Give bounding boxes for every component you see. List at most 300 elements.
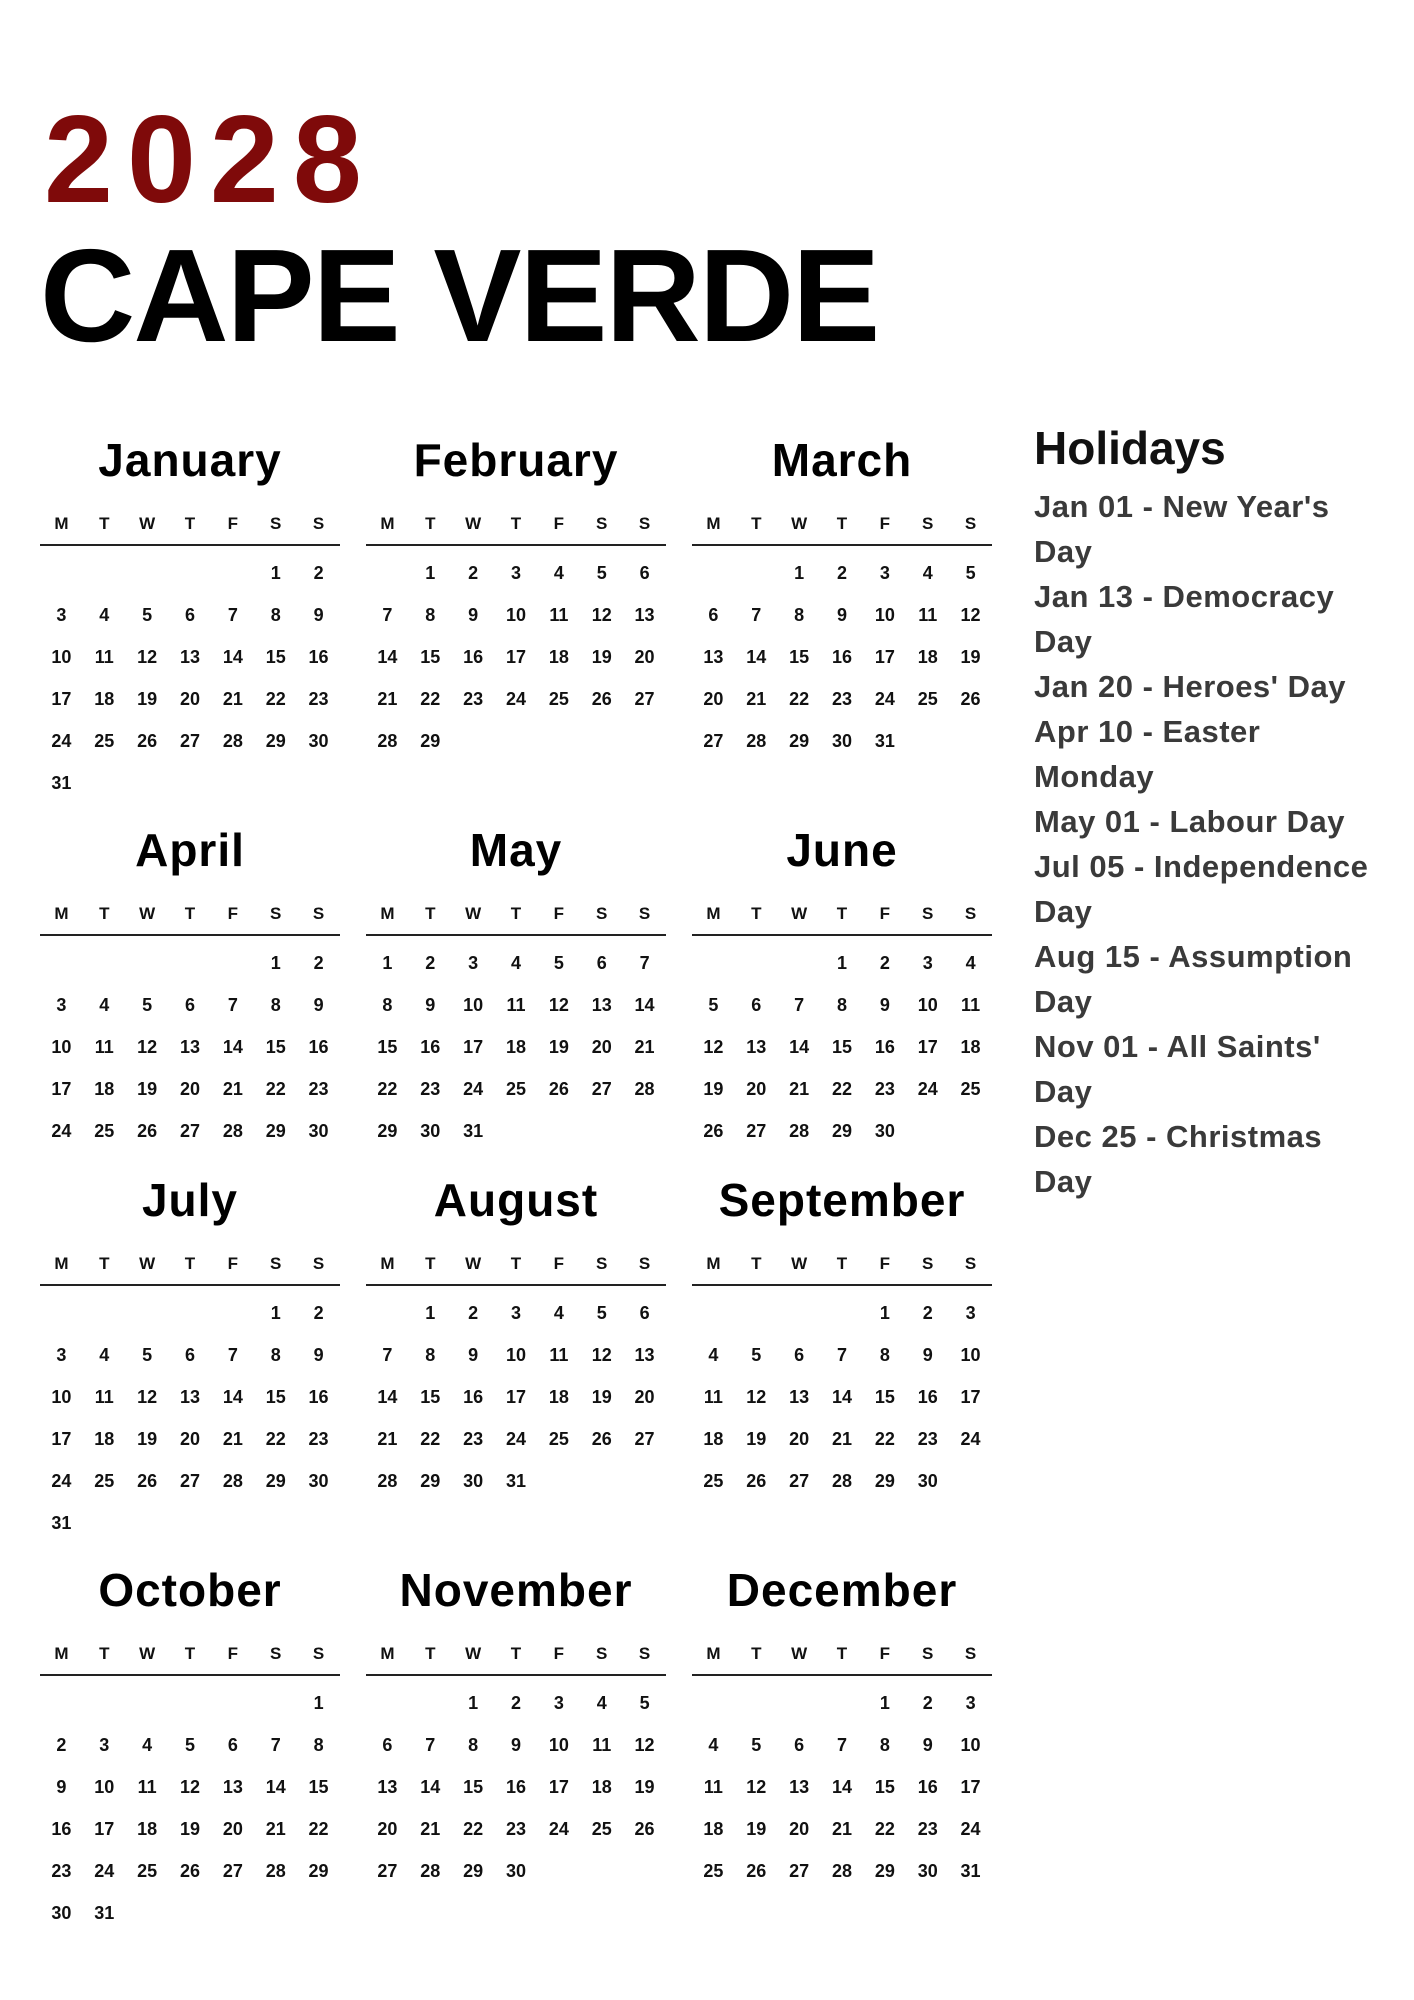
day-cell: 21 — [789, 1079, 810, 1099]
day-cell: 30 — [874, 1121, 895, 1141]
days-grid — [40, 1682, 340, 1934]
day-cell: 27 — [179, 1121, 200, 1141]
day-cell: 15 — [831, 1037, 852, 1057]
month-may — [366, 820, 666, 1170]
weekday-label: M — [706, 514, 721, 533]
day-cell: 25 — [960, 1079, 981, 1099]
weekday-label: M — [380, 514, 395, 533]
day-cell: 29 — [789, 731, 810, 751]
weekday-label: S — [596, 1644, 608, 1663]
weekday-header — [692, 514, 992, 546]
day-cell: 12 — [179, 1777, 200, 1797]
day-cell: 20 — [377, 1819, 398, 1839]
day-cell: 27 — [789, 1471, 810, 1491]
day-cell: 18 — [703, 1429, 724, 1449]
month-name: May — [469, 824, 563, 876]
day-cell: 1 — [270, 953, 281, 973]
holiday-item: Dec 25 - Christmas Day — [1034, 1119, 1323, 1199]
weekday-label: S — [922, 1644, 934, 1663]
day-cell: 10 — [960, 1735, 981, 1755]
day-cell: 5 — [965, 563, 976, 583]
weekday-label: M — [706, 1644, 721, 1663]
weekday-label: T — [425, 1254, 436, 1273]
empty-day-cell — [83, 1292, 126, 1334]
day-cell: 19 — [137, 689, 158, 709]
weekday-label: S — [596, 904, 608, 923]
day-cell: 2 — [879, 953, 890, 973]
weekday-label: M — [380, 1254, 395, 1273]
day-cell: 12 — [703, 1037, 724, 1057]
day-cell: 11 — [703, 1387, 723, 1407]
day-cell: 2 — [468, 1303, 479, 1323]
empty-day-cell — [692, 1292, 735, 1334]
day-cell: 4 — [596, 1693, 607, 1713]
day-cell: 2 — [313, 953, 324, 973]
weekday-header — [40, 904, 340, 936]
day-cell: 2 — [922, 1693, 933, 1713]
day-cell: 16 — [917, 1387, 938, 1407]
weekday-label: S — [964, 904, 977, 923]
month-name: November — [399, 1564, 633, 1616]
empty-day-cell — [83, 942, 126, 984]
day-cell: 6 — [794, 1735, 805, 1755]
day-cell: 26 — [746, 1861, 767, 1881]
day-cell: 28 — [222, 1121, 243, 1141]
day-cell: 28 — [222, 731, 243, 751]
empty-day-cell — [692, 552, 735, 594]
weekday-label: T — [184, 904, 196, 923]
weekday-label: W — [791, 1644, 808, 1663]
weekday-label: T — [425, 514, 436, 533]
day-cell: 10 — [51, 1387, 72, 1407]
day-cell: 5 — [142, 995, 153, 1015]
day-cell: 7 — [382, 605, 393, 625]
day-cell: 9 — [468, 1345, 479, 1365]
weekday-label: F — [553, 1254, 565, 1273]
day-cell: 15 — [874, 1387, 895, 1407]
holiday-item: Jan 01 - New Year's Day — [1034, 489, 1330, 569]
day-cell: 10 — [94, 1777, 115, 1797]
day-cell: 18 — [94, 1079, 115, 1099]
day-cell: 11 — [137, 1777, 157, 1797]
day-cell: 23 — [308, 689, 329, 709]
weekday-label: T — [836, 904, 848, 923]
day-cell: 24 — [51, 1121, 72, 1141]
empty-day-cell — [211, 1682, 254, 1724]
day-cell: 11 — [94, 647, 114, 667]
day-cell: 19 — [746, 1429, 767, 1449]
day-cell: 28 — [420, 1861, 441, 1881]
day-cell: 31 — [960, 1861, 981, 1881]
day-cell: 30 — [51, 1903, 72, 1923]
day-cell: 14 — [377, 1387, 398, 1407]
day-cell: 27 — [377, 1861, 398, 1881]
weekday-label: F — [227, 1644, 239, 1663]
day-cell: 25 — [591, 1819, 612, 1839]
day-cell: 12 — [634, 1735, 655, 1755]
day-cell: 6 — [794, 1345, 805, 1365]
day-cell: 3 — [922, 953, 933, 973]
day-cell: 3 — [510, 1303, 521, 1323]
weekday-label: T — [510, 1644, 522, 1663]
day-cell: 19 — [548, 1037, 569, 1057]
day-cell: 31 — [505, 1471, 526, 1491]
day-cell: 8 — [879, 1345, 890, 1365]
day-cell: 22 — [789, 689, 810, 709]
holiday-item: Jan 13 - Democracy Day — [1034, 579, 1335, 659]
day-cell: 17 — [548, 1777, 569, 1797]
month-name: October — [98, 1564, 282, 1616]
day-cell: 9 — [510, 1735, 521, 1755]
month-march — [692, 430, 992, 820]
empty-day-cell — [366, 1292, 409, 1334]
weekday-label: F — [879, 514, 891, 533]
day-cell: 18 — [703, 1819, 724, 1839]
day-cell: 5 — [639, 1693, 650, 1713]
day-cell: 24 — [94, 1861, 115, 1881]
day-cell: 7 — [639, 953, 650, 973]
day-cell: 6 — [227, 1735, 238, 1755]
weekday-label: T — [751, 1254, 762, 1273]
day-cell: 12 — [960, 605, 981, 625]
weekday-label: T — [425, 904, 436, 923]
days-grid — [366, 1292, 666, 1502]
weekday-label: T — [751, 514, 762, 533]
weekday-header — [40, 1254, 340, 1286]
day-cell: 24 — [51, 731, 72, 751]
day-cell: 1 — [836, 953, 847, 973]
day-cell: 10 — [960, 1345, 981, 1365]
weekday-label: S — [638, 904, 651, 923]
empty-day-cell — [169, 552, 212, 594]
month-november — [366, 1560, 666, 1940]
day-cell: 2 — [922, 1303, 933, 1323]
empty-day-cell — [126, 1682, 169, 1724]
day-cell: 6 — [639, 563, 650, 583]
day-cell: 8 — [270, 605, 281, 625]
day-cell: 3 — [879, 563, 890, 583]
days-grid — [40, 552, 340, 804]
day-cell: 26 — [137, 1471, 158, 1491]
day-cell: 18 — [505, 1037, 526, 1057]
day-cell: 14 — [265, 1777, 286, 1797]
empty-day-cell — [366, 1682, 409, 1724]
day-cell: 29 — [377, 1121, 398, 1141]
day-cell: 9 — [922, 1735, 933, 1755]
weekday-label: F — [879, 1254, 891, 1273]
weekday-label: T — [99, 1644, 110, 1663]
day-cell: 21 — [222, 1079, 243, 1099]
day-cell: 23 — [308, 1079, 329, 1099]
day-cell: 27 — [591, 1079, 612, 1099]
day-cell: 15 — [377, 1037, 398, 1057]
day-cell: 19 — [634, 1777, 655, 1797]
empty-day-cell — [778, 1682, 821, 1724]
day-cell: 26 — [591, 689, 612, 709]
day-cell: 23 — [917, 1819, 938, 1839]
day-cell: 27 — [634, 1429, 655, 1449]
month-name: December — [726, 1564, 958, 1616]
day-cell: 26 — [548, 1079, 569, 1099]
day-cell: 8 — [313, 1735, 324, 1755]
day-cell: 10 — [548, 1735, 569, 1755]
weekday-label: S — [638, 1644, 651, 1663]
weekday-label: F — [227, 514, 239, 533]
day-cell: 6 — [639, 1303, 650, 1323]
day-cell: 17 — [874, 647, 895, 667]
day-cell: 29 — [265, 1471, 286, 1491]
day-cell: 17 — [917, 1037, 938, 1057]
day-cell: 4 — [553, 563, 564, 583]
day-cell: 22 — [265, 689, 286, 709]
day-cell: 22 — [265, 1079, 286, 1099]
day-cell: 4 — [99, 1345, 110, 1365]
day-cell: 20 — [789, 1819, 810, 1839]
day-cell: 4 — [553, 1303, 564, 1323]
day-cell: 1 — [382, 953, 393, 973]
day-cell: 30 — [917, 1861, 938, 1881]
day-cell: 16 — [463, 647, 484, 667]
day-cell: 23 — [463, 689, 484, 709]
day-cell: 23 — [420, 1079, 441, 1099]
day-cell: 29 — [874, 1861, 895, 1881]
days-grid — [692, 552, 992, 762]
day-cell: 16 — [917, 1777, 938, 1797]
day-cell: 17 — [463, 1037, 484, 1057]
day-cell: 6 — [184, 995, 195, 1015]
empty-day-cell — [692, 1682, 735, 1724]
empty-day-cell — [692, 942, 735, 984]
day-cell: 2 — [836, 563, 847, 583]
day-cell: 24 — [960, 1819, 981, 1839]
weekday-header — [40, 514, 340, 546]
day-cell: 12 — [591, 605, 612, 625]
day-cell: 8 — [468, 1735, 479, 1755]
day-cell: 27 — [703, 731, 724, 751]
day-cell: 8 — [425, 1345, 436, 1365]
empty-day-cell — [126, 1292, 169, 1334]
day-cell: 21 — [831, 1429, 852, 1449]
day-cell: 11 — [918, 605, 938, 625]
day-cell: 20 — [746, 1079, 767, 1099]
day-cell: 25 — [94, 1471, 115, 1491]
month-july — [40, 1170, 340, 1560]
day-cell: 1 — [879, 1303, 890, 1323]
day-cell: 1 — [425, 563, 436, 583]
holidays-panel — [1034, 420, 1374, 1204]
day-cell: 8 — [836, 995, 847, 1015]
day-cell: 29 — [420, 731, 441, 751]
day-cell: 11 — [961, 995, 981, 1015]
day-cell: 21 — [265, 1819, 286, 1839]
weekday-label: W — [791, 514, 808, 533]
day-cell: 29 — [308, 1861, 329, 1881]
day-cell: 6 — [596, 953, 607, 973]
weekday-label: M — [380, 904, 395, 923]
day-cell: 12 — [137, 1037, 158, 1057]
day-cell: 5 — [596, 1303, 607, 1323]
weekday-label: M — [380, 1644, 395, 1663]
day-cell: 30 — [308, 1121, 329, 1141]
day-cell: 25 — [548, 689, 569, 709]
day-cell: 12 — [137, 647, 158, 667]
day-cell: 8 — [270, 995, 281, 1015]
day-cell: 2 — [313, 563, 324, 583]
day-cell: 18 — [591, 1777, 612, 1797]
day-cell: 6 — [382, 1735, 393, 1755]
days-grid — [692, 1292, 992, 1502]
day-cell: 13 — [789, 1777, 810, 1797]
empty-day-cell — [83, 552, 126, 594]
holiday-item: Jan 20 - Heroes' Day — [1034, 669, 1347, 704]
day-cell: 8 — [270, 1345, 281, 1365]
day-cell: 10 — [51, 1037, 72, 1057]
day-cell: 5 — [751, 1345, 762, 1365]
day-cell: 24 — [548, 1819, 569, 1839]
days-grid — [692, 1682, 992, 1892]
day-cell: 5 — [751, 1735, 762, 1755]
day-cell: 15 — [308, 1777, 329, 1797]
weekday-label: S — [964, 1254, 977, 1273]
day-cell: 7 — [794, 995, 805, 1015]
day-cell: 5 — [142, 605, 153, 625]
weekday-label: T — [99, 514, 110, 533]
day-cell: 16 — [463, 1387, 484, 1407]
weekday-label: T — [510, 904, 522, 923]
day-cell: 30 — [308, 731, 329, 751]
day-cell: 12 — [548, 995, 569, 1015]
weekday-label: T — [99, 1254, 110, 1273]
month-name: March — [771, 434, 913, 486]
day-cell: 6 — [184, 1345, 195, 1365]
day-cell: 18 — [94, 1429, 115, 1449]
weekday-label: S — [596, 514, 608, 533]
day-cell: 30 — [463, 1471, 484, 1491]
weekday-label: T — [99, 904, 110, 923]
weekday-label: F — [553, 514, 565, 533]
day-cell: 6 — [184, 605, 195, 625]
day-cell: 28 — [746, 731, 767, 751]
day-cell: 27 — [222, 1861, 243, 1881]
day-cell: 28 — [831, 1861, 852, 1881]
day-cell: 5 — [553, 953, 564, 973]
day-cell: 10 — [917, 995, 938, 1015]
day-cell: 3 — [553, 1693, 564, 1713]
weekday-label: S — [922, 1254, 934, 1273]
month-june — [692, 820, 992, 1170]
holiday-item: Nov 01 - All Saints' Day — [1034, 1029, 1321, 1109]
day-cell: 18 — [137, 1819, 158, 1839]
day-cell: 16 — [308, 647, 329, 667]
days-grid — [366, 552, 666, 762]
day-cell: 16 — [874, 1037, 895, 1057]
month-october — [40, 1560, 340, 1940]
weekday-label: S — [270, 1254, 282, 1273]
day-cell: 29 — [265, 1121, 286, 1141]
day-cell: 31 — [51, 773, 72, 793]
month-december — [692, 1560, 992, 1940]
days-grid — [366, 1682, 666, 1892]
weekday-label: S — [312, 1254, 325, 1273]
day-cell: 7 — [227, 605, 238, 625]
day-cell: 21 — [222, 1429, 243, 1449]
empty-day-cell — [821, 1292, 864, 1334]
day-cell: 15 — [463, 1777, 484, 1797]
day-cell: 14 — [746, 647, 767, 667]
weekday-header — [366, 1254, 666, 1286]
day-cell: 13 — [591, 995, 612, 1015]
day-cell: 28 — [377, 731, 398, 751]
day-cell: 22 — [308, 1819, 329, 1839]
day-cell: 5 — [596, 563, 607, 583]
weekday-label: F — [879, 1644, 891, 1663]
day-cell: 10 — [874, 605, 895, 625]
empty-day-cell — [126, 942, 169, 984]
month-name: July — [141, 1174, 239, 1226]
day-cell: 27 — [634, 689, 655, 709]
day-cell: 28 — [377, 1471, 398, 1491]
day-cell: 18 — [548, 647, 569, 667]
day-cell: 6 — [751, 995, 762, 1015]
day-cell: 7 — [227, 1345, 238, 1365]
day-cell: 20 — [789, 1429, 810, 1449]
empty-day-cell — [735, 1682, 778, 1724]
day-cell: 15 — [874, 1777, 895, 1797]
day-cell: 27 — [789, 1861, 810, 1881]
day-cell: 4 — [99, 995, 110, 1015]
day-cell: 1 — [794, 563, 805, 583]
day-cell: 26 — [179, 1861, 200, 1881]
day-cell: 21 — [634, 1037, 655, 1057]
days-grid — [40, 942, 340, 1152]
day-cell: 24 — [917, 1079, 938, 1099]
day-cell: 4 — [510, 953, 521, 973]
empty-day-cell — [126, 552, 169, 594]
empty-day-cell — [169, 1682, 212, 1724]
day-cell: 14 — [222, 647, 243, 667]
holiday-item: Jul 05 - Independence Day — [1034, 849, 1369, 929]
day-cell: 20 — [222, 1819, 243, 1839]
day-cell: 18 — [960, 1037, 981, 1057]
day-cell: 19 — [179, 1819, 200, 1839]
empty-day-cell — [40, 552, 83, 594]
day-cell: 24 — [505, 689, 526, 709]
day-cell: 29 — [420, 1471, 441, 1491]
weekday-label: S — [270, 1644, 282, 1663]
day-cell: 14 — [222, 1387, 243, 1407]
day-cell: 15 — [265, 1387, 286, 1407]
day-cell: 13 — [222, 1777, 243, 1797]
day-cell: 3 — [965, 1693, 976, 1713]
day-cell: 23 — [308, 1429, 329, 1449]
day-cell: 17 — [51, 1079, 72, 1099]
day-cell: 6 — [708, 605, 719, 625]
day-cell: 3 — [99, 1735, 110, 1755]
day-cell: 2 — [313, 1303, 324, 1323]
weekday-header — [40, 1644, 340, 1676]
weekday-label: M — [706, 904, 721, 923]
empty-day-cell — [409, 1682, 452, 1724]
day-cell: 14 — [222, 1037, 243, 1057]
day-cell: 16 — [308, 1387, 329, 1407]
months-grid — [40, 430, 990, 1940]
month-name: February — [413, 434, 619, 486]
day-cell: 23 — [463, 1429, 484, 1449]
day-cell: 16 — [505, 1777, 526, 1797]
weekday-label: T — [836, 1254, 848, 1273]
empty-day-cell — [169, 1292, 212, 1334]
day-cell: 17 — [51, 1429, 72, 1449]
